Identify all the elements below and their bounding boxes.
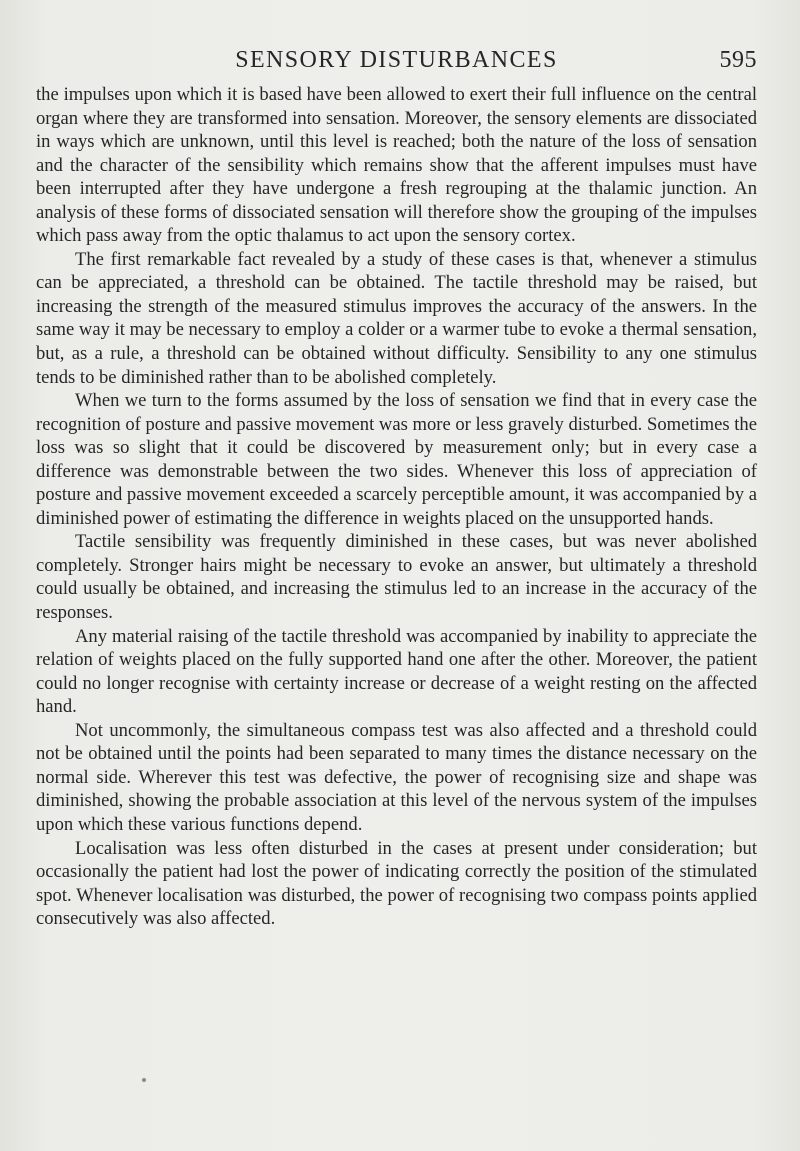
paragraph-threshold: The first remarkable fact revealed by a study of these cases is that, whenever a stimulus can be appreciated, a threshold can be obtained. The tactile threshold may be raised, but increasing the strength of the measured stimulus improves the accuracy of the answers. In the same way it may be necessary to employ a colder or a warmer tube to evoke a thermal sensation, but, as a rule, a threshold can be obtained without difficulty. Sensibility to any one stimulus tends to be diminished rather than to be abolished completely. bbox=[36, 248, 757, 388]
paragraph-weights: Any material raising of the tactile threshold was accompanied by inability to appreciate the relation of weights placed on the fully supported hand one after the other. Moreover, the patient could no longer recognise with certainty increase or decrease of a weight resting on the affected hand. bbox=[36, 625, 757, 718]
running-head: SENSORY DISTURBANCES bbox=[235, 47, 558, 73]
page-body bbox=[36, 83, 757, 931]
paragraph-tactile: Tactile sensibility was frequently diminished in these cases, but was never abolished completely. Stronger hairs might be necessary to evoke an answer, but ultimately a threshold could usually be obtained, and increasing the stimulus led to an increase in the accuracy of the responses. bbox=[36, 531, 757, 624]
paper-speck bbox=[142, 1078, 146, 1082]
page-header bbox=[36, 43, 757, 77]
paragraph-continued: the impulses upon which it is based have been allowed to exert their full influence on the central organ where they are transformed into sensation. Moreover, the sensory elements are dissociated in ways which are unknown, until this level is reached; both the nature of the loss of sensation and the character of the sensibility which remains show that the afferent impulses must have been interrupted after they have undergone a fresh regrouping at the thalamic junction. An analysis of these forms of dissociated sensation will therefore show the grouping of the impulses which pass away from the optic thalamus to act upon the sensory cortex. bbox=[36, 84, 757, 247]
paragraph-compass: Not uncommonly, the simultaneous compass test was also affected and a threshold could not be obtained until the points had been separated to many times the distance necessary on the normal side. Wherever this test was defective, the power of recognising size and shape was diminished, showing the probable association at this level of the nervous system of the impulses upon which these various functions depend. bbox=[36, 719, 757, 835]
page-number: 595 bbox=[719, 47, 757, 73]
paragraph-posture: When we turn to the forms assumed by the loss of sensation we find that in every case the recognition of posture and passive movement was more or less gravely disturbed. Sometimes the loss was so slight that it could be discovered by measurement only; but in every case a difference was demonstrable between the two sides. Whenever this loss of appreciation of posture and passive movement exceeded a scarcely perceptible amount, it was accompanied by a diminished power of estimating the difference in weights placed on the unsupported hands. bbox=[36, 390, 757, 529]
paragraph-localisation: Localisation was less often disturbed in the cases at present under consideration; but occasionally the patient had lost the power of indicating correctly the position of the stimulated spot. Whenever localisation was disturbed, the power of recognising two compass points applied consecutively was also affected. bbox=[36, 837, 757, 930]
